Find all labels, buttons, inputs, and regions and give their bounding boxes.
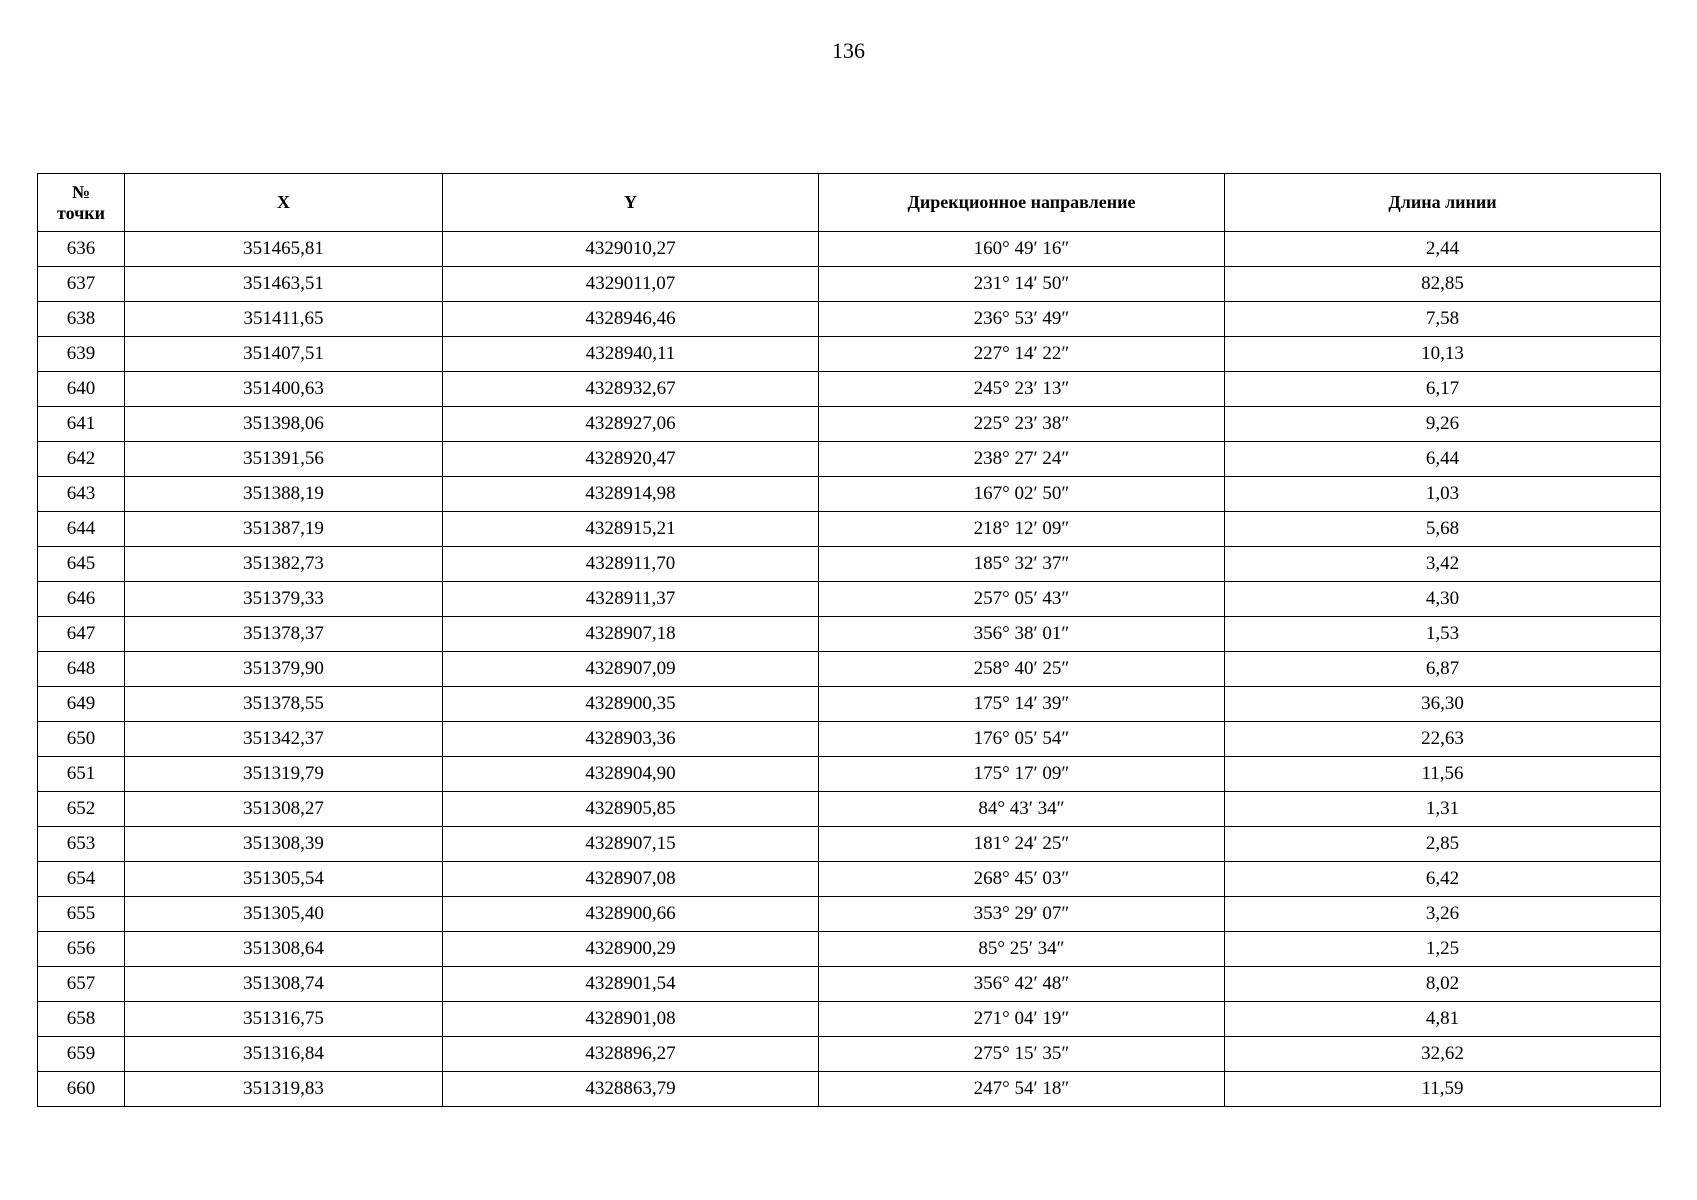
point-no-cell: 642: [38, 442, 125, 477]
direction-cell: 185° 32′ 37″: [819, 547, 1225, 582]
point-no-cell: 644: [38, 512, 125, 547]
direction-cell: 258° 40′ 25″: [819, 652, 1225, 687]
point-no-cell: 656: [38, 932, 125, 967]
table-row: [38, 617, 1661, 652]
direction-cell: 231° 14′ 50″: [819, 267, 1225, 302]
x-cell: 351319,79: [125, 757, 443, 792]
x-cell: 351382,73: [125, 547, 443, 582]
length-cell: 82,85: [1225, 267, 1661, 302]
point-no-cell: 652: [38, 792, 125, 827]
y-cell: 4328907,08: [443, 862, 819, 897]
x-cell: 351388,19: [125, 477, 443, 512]
x-cell: 351379,90: [125, 652, 443, 687]
length-cell: 32,62: [1225, 1037, 1661, 1072]
x-cell: 351398,06: [125, 407, 443, 442]
header-direction: Дирекционное направление: [819, 174, 1225, 232]
direction-cell: 175° 14′ 39″: [819, 687, 1225, 722]
x-cell: 351308,27: [125, 792, 443, 827]
y-cell: 4328901,08: [443, 1002, 819, 1037]
point-no-cell: 648: [38, 652, 125, 687]
point-no-cell: 640: [38, 372, 125, 407]
length-cell: 6,17: [1225, 372, 1661, 407]
direction-cell: 85° 25′ 34″: [819, 932, 1225, 967]
point-no-cell: 655: [38, 897, 125, 932]
table-row: [38, 757, 1661, 792]
table-row: [38, 1002, 1661, 1037]
table-row: [38, 1037, 1661, 1072]
table-row: [38, 337, 1661, 372]
table-row: [38, 512, 1661, 547]
direction-cell: 167° 02′ 50″: [819, 477, 1225, 512]
y-cell: 4328932,67: [443, 372, 819, 407]
table-row: [38, 1072, 1661, 1107]
y-cell: 4328915,21: [443, 512, 819, 547]
point-no-cell: 653: [38, 827, 125, 862]
direction-cell: 160° 49′ 16″: [819, 232, 1225, 267]
table-row: [38, 722, 1661, 757]
direction-cell: 227° 14′ 22″: [819, 337, 1225, 372]
table-header-row: [38, 174, 1661, 232]
y-cell: 4328907,15: [443, 827, 819, 862]
length-cell: 10,13: [1225, 337, 1661, 372]
direction-cell: 356° 38′ 01″: [819, 617, 1225, 652]
x-cell: 351308,74: [125, 967, 443, 1002]
point-no-cell: 659: [38, 1037, 125, 1072]
x-cell: 351463,51: [125, 267, 443, 302]
header-x: X: [125, 174, 443, 232]
point-no-cell: 650: [38, 722, 125, 757]
y-cell: 4328927,06: [443, 407, 819, 442]
point-no-cell: 641: [38, 407, 125, 442]
x-cell: 351387,19: [125, 512, 443, 547]
y-cell: 4328896,27: [443, 1037, 819, 1072]
page-number: 136: [832, 38, 865, 63]
point-no-cell: 643: [38, 477, 125, 512]
y-cell: 4328905,85: [443, 792, 819, 827]
point-no-cell: 651: [38, 757, 125, 792]
direction-cell: 268° 45′ 03″: [819, 862, 1225, 897]
y-cell: 4328920,47: [443, 442, 819, 477]
table-row: [38, 862, 1661, 897]
point-no-cell: 639: [38, 337, 125, 372]
y-cell: 4328863,79: [443, 1072, 819, 1107]
table-row: [38, 477, 1661, 512]
x-cell: 351308,39: [125, 827, 443, 862]
length-cell: 6,44: [1225, 442, 1661, 477]
y-cell: 4328900,29: [443, 932, 819, 967]
y-cell: 4328914,98: [443, 477, 819, 512]
length-cell: 1,03: [1225, 477, 1661, 512]
table-row: [38, 827, 1661, 862]
x-cell: 351342,37: [125, 722, 443, 757]
x-cell: 351378,55: [125, 687, 443, 722]
length-cell: 6,42: [1225, 862, 1661, 897]
length-cell: 5,68: [1225, 512, 1661, 547]
y-cell: 4328900,66: [443, 897, 819, 932]
direction-cell: 175° 17′ 09″: [819, 757, 1225, 792]
direction-cell: 356° 42′ 48″: [819, 967, 1225, 1002]
table-row: [38, 932, 1661, 967]
y-cell: 4328940,11: [443, 337, 819, 372]
x-cell: 351305,40: [125, 897, 443, 932]
direction-cell: 218° 12′ 09″: [819, 512, 1225, 547]
point-no-cell: 658: [38, 1002, 125, 1037]
table-row: [38, 302, 1661, 337]
table-row: [38, 547, 1661, 582]
length-cell: 22,63: [1225, 722, 1661, 757]
x-cell: 351319,83: [125, 1072, 443, 1107]
point-no-cell: 637: [38, 267, 125, 302]
direction-cell: 236° 53′ 49″: [819, 302, 1225, 337]
point-no-cell: 638: [38, 302, 125, 337]
table-row: [38, 372, 1661, 407]
y-cell: 4328946,46: [443, 302, 819, 337]
point-no-cell: 657: [38, 967, 125, 1002]
table-row: [38, 407, 1661, 442]
x-cell: 351316,75: [125, 1002, 443, 1037]
table-row: [38, 442, 1661, 477]
length-cell: 4,81: [1225, 1002, 1661, 1037]
direction-cell: 84° 43′ 34″: [819, 792, 1225, 827]
y-cell: 4329011,07: [443, 267, 819, 302]
point-no-cell: 636: [38, 232, 125, 267]
y-cell: 4328903,36: [443, 722, 819, 757]
point-no-cell: 646: [38, 582, 125, 617]
x-cell: 351316,84: [125, 1037, 443, 1072]
direction-cell: 245° 23′ 13″: [819, 372, 1225, 407]
table-row: [38, 267, 1661, 302]
length-cell: 9,26: [1225, 407, 1661, 442]
table-row: [38, 652, 1661, 687]
length-cell: 2,44: [1225, 232, 1661, 267]
y-cell: 4328901,54: [443, 967, 819, 1002]
direction-cell: 176° 05′ 54″: [819, 722, 1225, 757]
x-cell: 351465,81: [125, 232, 443, 267]
y-cell: 4328907,18: [443, 617, 819, 652]
direction-cell: 247° 54′ 18″: [819, 1072, 1225, 1107]
y-cell: 4328911,70: [443, 547, 819, 582]
point-no-cell: 649: [38, 687, 125, 722]
length-cell: 6,87: [1225, 652, 1661, 687]
direction-cell: 353° 29′ 07″: [819, 897, 1225, 932]
y-cell: 4328907,09: [443, 652, 819, 687]
length-cell: 4,30: [1225, 582, 1661, 617]
x-cell: 351391,56: [125, 442, 443, 477]
header-point-no: № точки: [38, 174, 125, 232]
x-cell: 351308,64: [125, 932, 443, 967]
direction-cell: 271° 04′ 19″: [819, 1002, 1225, 1037]
point-no-cell: 654: [38, 862, 125, 897]
length-cell: 1,31: [1225, 792, 1661, 827]
x-cell: 351305,54: [125, 862, 443, 897]
length-cell: 36,30: [1225, 687, 1661, 722]
point-no-cell: 647: [38, 617, 125, 652]
length-cell: 3,42: [1225, 547, 1661, 582]
direction-cell: 181° 24′ 25″: [819, 827, 1225, 862]
direction-cell: 225° 23′ 38″: [819, 407, 1225, 442]
length-cell: 1,53: [1225, 617, 1661, 652]
length-cell: 1,25: [1225, 932, 1661, 967]
table-row: [38, 967, 1661, 1002]
table-row: [38, 582, 1661, 617]
length-cell: 11,59: [1225, 1072, 1661, 1107]
direction-cell: 275° 15′ 35″: [819, 1037, 1225, 1072]
table-body: [38, 232, 1661, 1107]
length-cell: 11,56: [1225, 757, 1661, 792]
point-no-cell: 660: [38, 1072, 125, 1107]
table-row: [38, 897, 1661, 932]
x-cell: 351407,51: [125, 337, 443, 372]
x-cell: 351378,37: [125, 617, 443, 652]
y-cell: 4328904,90: [443, 757, 819, 792]
point-no-cell: 645: [38, 547, 125, 582]
length-cell: 3,26: [1225, 897, 1661, 932]
length-cell: 8,02: [1225, 967, 1661, 1002]
header-length: Длина линии: [1225, 174, 1661, 232]
table-row: [38, 232, 1661, 267]
direction-cell: 238° 27′ 24″: [819, 442, 1225, 477]
length-cell: 7,58: [1225, 302, 1661, 337]
y-cell: 4329010,27: [443, 232, 819, 267]
x-cell: 351379,33: [125, 582, 443, 617]
direction-cell: 257° 05′ 43″: [819, 582, 1225, 617]
table-row: [38, 792, 1661, 827]
x-cell: 351400,63: [125, 372, 443, 407]
length-cell: 2,85: [1225, 827, 1661, 862]
coordinates-table: [37, 173, 1661, 1107]
x-cell: 351411,65: [125, 302, 443, 337]
y-cell: 4328900,35: [443, 687, 819, 722]
table-row: [38, 687, 1661, 722]
y-cell: 4328911,37: [443, 582, 819, 617]
header-y: Y: [443, 174, 819, 232]
